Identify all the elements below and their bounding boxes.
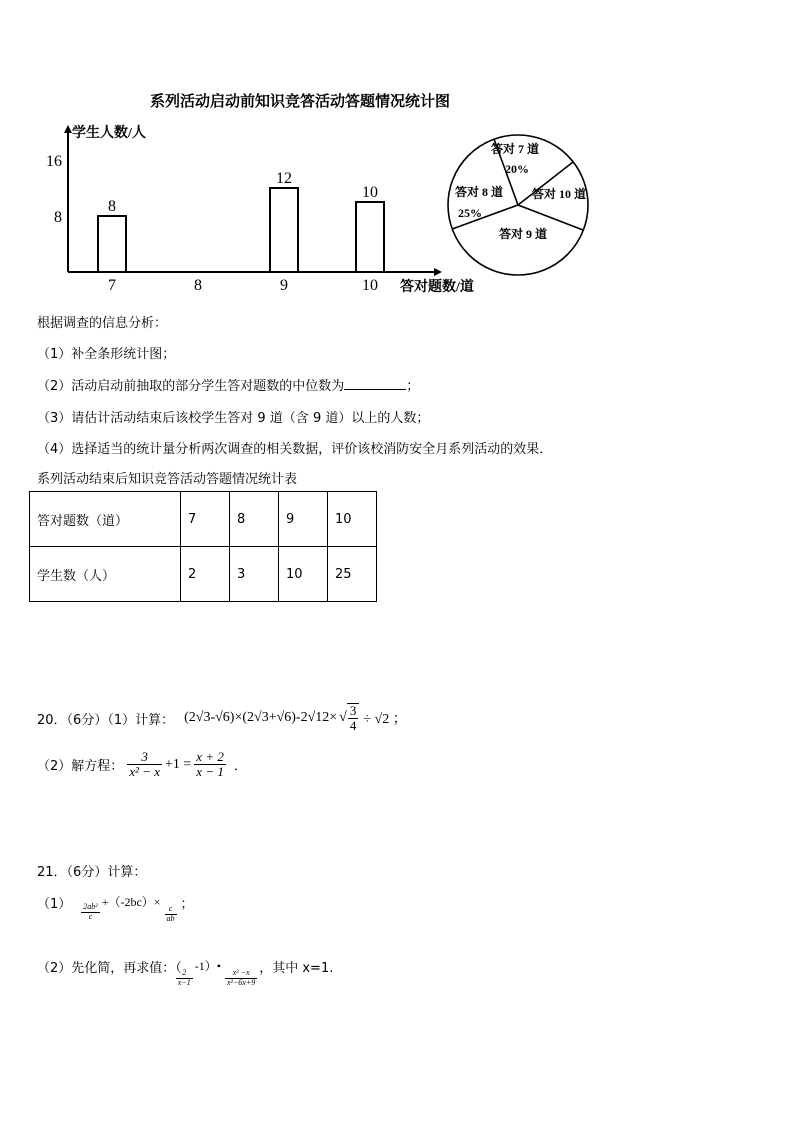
q21-p1-fraction	[81, 903, 99, 922]
y-tick-label: 8	[54, 209, 62, 226]
q20-head: 20．（6分）（1）计算：	[37, 712, 175, 728]
table-cell: 2	[181, 547, 230, 602]
table-title: 系列活动结束后知识竞答活动答题情况统计表	[37, 472, 298, 487]
q20-eq-left-fraction	[127, 750, 162, 780]
q21-p1-mid: +（-2bc）×	[101, 895, 161, 909]
y-axis-label: 学生人数/人	[72, 126, 146, 141]
table-cell: 25	[328, 547, 377, 602]
q20-expression: (2√3-√6)×(2√3+√6)-2√12×	[184, 710, 338, 726]
q21-p1-fraction-2	[165, 905, 177, 924]
bar	[270, 188, 298, 272]
pie-slice-percent: 25%	[458, 206, 482, 220]
q21-p2-fraction-1	[176, 969, 193, 988]
pie-slice-percent: 20%	[505, 162, 529, 176]
q20-frac-numerator: 3	[349, 703, 357, 718]
q21-p1-end: ；	[180, 897, 194, 912]
answer-blank[interactable]	[344, 377, 406, 390]
pie-slice-label: 答对 8 道	[454, 185, 504, 199]
question-20-part1: 20．（6分）（1）计算： (2√3-√6)×(2√3+√6)-2√12× √ $\frac{3}{4}$ ÷ √2 ；	[37, 703, 407, 734]
question-21-part1	[37, 893, 194, 924]
table-cell: 8	[230, 492, 279, 547]
table-cell: 10	[328, 492, 377, 547]
table-row-header: 答对题数（道）	[30, 492, 181, 547]
bar	[98, 216, 126, 272]
question-2-text: （2）活动启动前抽取的部分学生答对题数的中位数为	[37, 379, 345, 394]
table-row	[30, 492, 377, 547]
x-tick-label: 10	[362, 277, 378, 294]
pie-slice-label: 答对 9 道	[498, 227, 548, 241]
q20-eq-left-num: 3	[127, 750, 162, 765]
x-tick-label: 8	[194, 277, 202, 294]
q20-eq-end: ．	[233, 759, 247, 775]
q21-p1-frac2-num: c	[165, 905, 177, 915]
q20-expression-end: ÷ √2 ；	[363, 712, 407, 728]
q21-p2-head: （2）先化简，再求值：（	[37, 961, 182, 976]
table-cell: 3	[230, 547, 279, 602]
question-3: （3）请估计活动结束后该校学生答对 9 道（含 9 道）以上的人数；	[37, 411, 430, 426]
q20-eq-left-den: x² − x	[129, 764, 160, 780]
q21-p1-label: （1）	[37, 897, 72, 912]
q20-frac-denominator: 4	[349, 718, 357, 734]
q20-fraction	[347, 703, 360, 734]
question-21-part2	[37, 957, 333, 988]
x-axis-label: 答对题数/道	[400, 280, 474, 295]
chart-title: 系列活动启动前知识竞答活动答题情况统计图	[150, 94, 451, 110]
q21-p1-frac-num: 2ab²	[83, 902, 98, 911]
y-tick-label: 16	[46, 153, 62, 170]
bar-data-label: 12	[276, 170, 292, 187]
question-20-part2	[37, 750, 247, 780]
question-1: （1）补全条形统计图；	[37, 347, 176, 362]
pie-slice-label: 答对 7 道	[490, 142, 540, 156]
analysis-intro: 根据调查的信息分析：	[37, 316, 168, 331]
x-tick-label: 7	[108, 277, 116, 294]
q21-p2-fraction-2	[225, 969, 257, 988]
bar-data-label: 8	[108, 198, 116, 215]
q20-eq-right-den: x − 1	[196, 764, 224, 780]
question-4: （4）选择适当的统计量分析两次调查的相关数据，评价该校消防安全月系列活动的效果．	[37, 442, 553, 457]
q21-p2-f1-num: 2	[176, 969, 193, 979]
bar-data-label: 10	[362, 184, 378, 201]
q20-eq-right-fraction	[194, 750, 226, 780]
q20-eq-right-num: x + 2	[196, 749, 224, 764]
question-2-end: ；	[406, 379, 420, 394]
q21-p2-mid: -1）•	[194, 959, 221, 973]
q21-p2-end: ，其中 x=1.	[259, 961, 334, 976]
question-2	[37, 375, 419, 394]
pie-slice-label: 答对 10 道	[531, 187, 587, 201]
q20-part2-head: （2）解方程：	[37, 759, 124, 775]
y-axis-arrow	[64, 125, 72, 133]
table-cell: 9	[279, 492, 328, 547]
x-tick-label: 9	[280, 277, 288, 294]
q21-p2-f2-num: x² −x	[225, 969, 257, 979]
question-21-head: 21．（6分）计算：	[37, 865, 147, 880]
table-cell: 10	[279, 547, 328, 602]
stats-table	[29, 491, 377, 602]
q21-p1-frac2-den: ab	[166, 913, 175, 923]
table-row-header: 学生数（人）	[30, 547, 181, 602]
bar	[356, 202, 384, 272]
table-row	[30, 547, 377, 602]
charts-canvas	[0, 0, 794, 320]
q21-p1-frac-den: c	[88, 911, 93, 921]
q20-eq-mid: +1 =	[165, 756, 192, 772]
x-axis-arrow	[434, 268, 442, 276]
q21-p2-f1-den: x−1	[177, 977, 191, 987]
q21-p2-f2-den: x²−6x+9	[226, 977, 256, 987]
table-cell: 7	[181, 492, 230, 547]
